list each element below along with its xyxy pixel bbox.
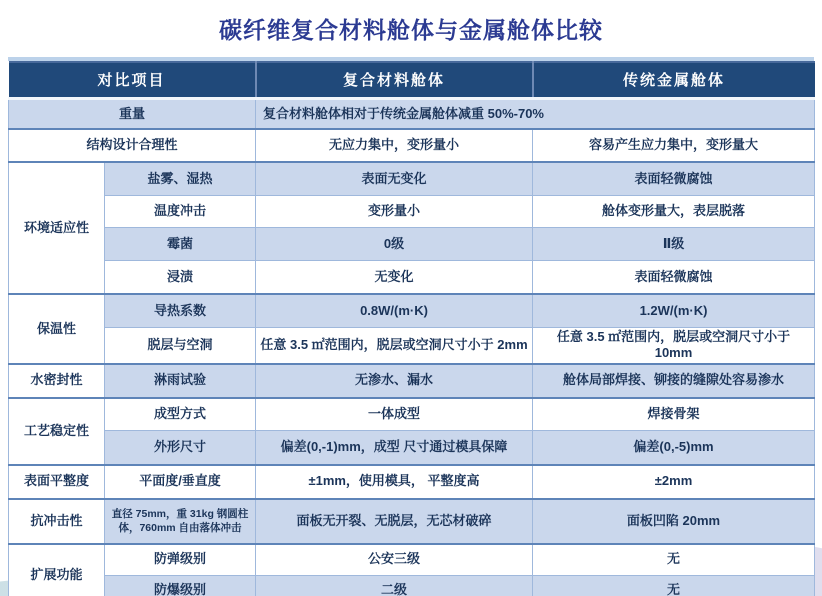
value-metal: 无 bbox=[533, 544, 815, 576]
group-label-flatness: 表面平整度 bbox=[9, 465, 105, 499]
sub-label: 淋雨试验 bbox=[105, 364, 256, 398]
value-metal: 任意 3.5 ㎡范围内，脱层或空洞尺寸小于 10mm bbox=[533, 328, 815, 364]
value-metal: 表面轻微腐蚀 bbox=[533, 261, 815, 295]
value-composite: 变形量小 bbox=[256, 196, 533, 228]
group-label-insulation: 保温性 bbox=[9, 294, 105, 364]
row-env-salt bbox=[9, 162, 815, 196]
page-title: 碳纤维复合材料舱体与金属舱体比较 bbox=[219, 17, 603, 43]
sub-label: 盐雾、湿热 bbox=[105, 162, 256, 196]
item-label: 结构设计合理性 bbox=[9, 129, 256, 162]
value-metal: 容易产生应力集中，变形量大 bbox=[533, 129, 815, 162]
value-composite: 0.8W/(m·K) bbox=[256, 294, 533, 328]
value-composite: 二级 bbox=[256, 575, 533, 596]
group-label-environment: 环境适应性 bbox=[9, 162, 105, 294]
value-composite: 无应力集中，变形量小 bbox=[256, 129, 533, 162]
value-metal: 焊接骨架 bbox=[533, 398, 815, 431]
value-composite: ±1mm，使用模具， 平整度高 bbox=[256, 465, 533, 499]
row-weight bbox=[9, 99, 815, 130]
value-composite: 任意 3.5 ㎡范围内，脱层或空洞尺寸小于 2mm bbox=[256, 328, 533, 364]
row-process-molding bbox=[9, 398, 815, 431]
row-insulation-voids bbox=[9, 328, 815, 364]
sub-label: 成型方式 bbox=[105, 398, 256, 431]
value-metal: Ⅱ级 bbox=[533, 228, 815, 261]
sub-label: 温度冲击 bbox=[105, 196, 256, 228]
value-composite: 一体成型 bbox=[256, 398, 533, 431]
sub-label: 脱层与空洞 bbox=[105, 328, 256, 364]
sub-label: 直径 75mm，重 31kg 钢圆柱体，760mm 自由落体冲击 bbox=[105, 499, 256, 544]
row-flatness bbox=[9, 465, 815, 499]
row-impact bbox=[9, 499, 815, 544]
value-composite: 0级 bbox=[256, 228, 533, 261]
group-label-process: 工艺稳定性 bbox=[9, 398, 105, 465]
header-cell-metal: 传统金属舱体 bbox=[533, 61, 815, 99]
sub-label: 防弹级别 bbox=[105, 544, 256, 576]
header-cell-composite: 复合材料舱体 bbox=[256, 61, 533, 99]
value-metal: 无 bbox=[533, 575, 815, 596]
value-metal: ±2mm bbox=[533, 465, 815, 499]
header-row bbox=[9, 61, 815, 99]
value-metal: 舱体变形量大，表层脱落 bbox=[533, 196, 815, 228]
group-label-extension: 扩展功能 bbox=[9, 544, 105, 596]
comparison-table-wrapper bbox=[8, 57, 814, 596]
sub-label: 平面度/垂直度 bbox=[105, 465, 256, 499]
value-metal: 面板凹陷 20mm bbox=[533, 499, 815, 544]
group-label-impact: 抗冲击性 bbox=[9, 499, 105, 544]
value-composite: 无渗水、漏水 bbox=[256, 364, 533, 398]
row-insulation-conductivity bbox=[9, 294, 815, 328]
row-env-immersion bbox=[9, 261, 815, 295]
value-composite: 无变化 bbox=[256, 261, 533, 295]
row-env-thermal bbox=[9, 196, 815, 228]
sub-label: 导热系数 bbox=[105, 294, 256, 328]
group-label-watertight: 水密封性 bbox=[9, 364, 105, 398]
row-env-mold bbox=[9, 228, 815, 261]
value-composite: 表面无变化 bbox=[256, 162, 533, 196]
sub-label: 霉菌 bbox=[105, 228, 256, 261]
value-metal: 表面轻微腐蚀 bbox=[533, 162, 815, 196]
merged-value: 复合材料舱体相对于传统金属舱体减重 50%-70% bbox=[256, 99, 815, 130]
row-process-dimensions bbox=[9, 430, 815, 465]
row-structure bbox=[9, 129, 815, 162]
value-metal: 舱体局部焊接、铆接的缝隙处容易渗水 bbox=[533, 364, 815, 398]
comparison-table bbox=[8, 61, 815, 596]
row-extension-blast bbox=[9, 575, 815, 596]
value-metal: 偏差(0,-5)mm bbox=[533, 430, 815, 465]
value-composite: 公安三级 bbox=[256, 544, 533, 576]
item-label: 重量 bbox=[9, 99, 256, 130]
row-extension-ballistic bbox=[9, 544, 815, 576]
value-composite: 偏差(0,-1)mm，成型 尺寸通过模具保障 bbox=[256, 430, 533, 465]
sub-label: 防爆级别 bbox=[105, 575, 256, 596]
sub-label: 浸渍 bbox=[105, 261, 256, 295]
value-metal: 1.2W/(m·K) bbox=[533, 294, 815, 328]
header-cell-item: 对比项目 bbox=[9, 61, 256, 99]
row-watertight bbox=[9, 364, 815, 398]
value-composite: 面板无开裂、无脱层，无芯材破碎 bbox=[256, 499, 533, 544]
sub-label: 外形尺寸 bbox=[105, 430, 256, 465]
